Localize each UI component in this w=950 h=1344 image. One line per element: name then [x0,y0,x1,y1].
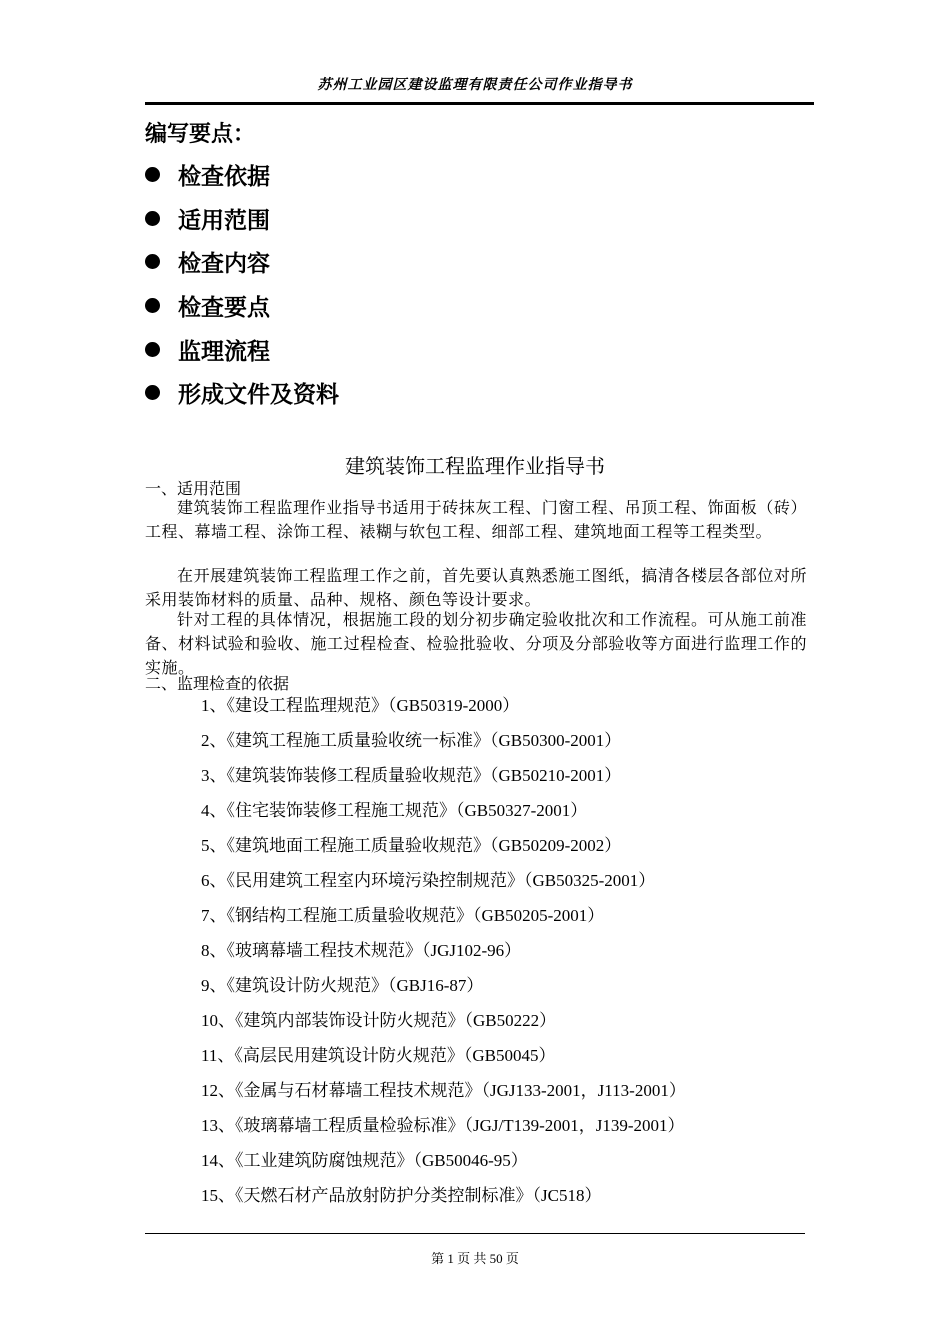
bullet-icon [145,342,160,357]
standard-item: 6、《民用建筑工程室内环境污染控制规范》（GB50325-2001） [201,871,656,890]
page-header: 苏州工业园区建设监理有限责任公司作业指导书 [317,77,633,93]
section-heading-basis: 二、监理检查的依据 [145,674,290,693]
key-point-label: 检查要点 [178,295,270,322]
key-point-label: 形成文件及资料 [178,382,339,409]
paragraph: 建筑装饰工程监理作业指导书适用于砖抹灰工程、门窗工程、吊顶工程、饰面板（砖）工程、幕墙工程、涂饰工程、裱糊与软包工程、细部工程、建筑地面工程等工程类型。 [145,498,807,541]
standard-item: 12、《金属与石材幕墙工程技术规范》（JGJ133-2001，J113-2001） [201,1081,686,1100]
key-point-item [145,284,339,328]
header-divider [145,102,814,105]
key-point-label: 适用范围 [178,207,270,234]
bullet-icon [145,385,160,400]
key-point-item [145,240,339,284]
key-point-label: 检查内容 [178,251,270,278]
document-title: 建筑装饰工程监理作业指导书 [345,454,605,478]
standard-item: 13、《玻璃幕墙工程质量检验标准》（JGJ/T139-2001，J139-2001） [201,1116,685,1135]
key-point-item [145,197,339,241]
standards-list [201,688,686,1213]
section-heading-scope: 一、适用范围 [145,479,242,498]
key-point-item [145,327,339,371]
key-points-list [145,153,339,415]
paragraph: 在开展建筑装饰工程监理工作之前，首先要认真熟悉施工图纸，搞清各楼层各部位对所采用装饰材料的质量、品种、规格、颜色等设计要求。 [145,566,807,609]
key-points-title: 编写要点： [145,122,256,147]
standard-item: 8、《玻璃幕墙工程技术规范》（JGJ102-96） [201,941,522,960]
bullet-icon [145,298,160,313]
key-point-item [145,153,339,197]
key-point-label: 监理流程 [178,338,270,365]
standard-item: 11、《高层民用建筑设计防火规范》（GB50045） [201,1046,556,1065]
bullet-icon [145,211,160,226]
page-number: 第 1 页 共 50 页 [431,1251,519,1266]
footer-divider [145,1233,805,1234]
standard-item: 14、《工业建筑防腐蚀规范》（GB50046-95） [201,1151,528,1170]
standard-item: 1、《建设工程监理规范》（GB50319-2000） [201,696,520,715]
standard-item: 10、《建筑内部装饰设计防火规范》（GB50222） [201,1011,557,1030]
standard-item: 5、《建筑地面工程施工质量验收规范》（GB50209-2002） [201,836,622,855]
standard-item: 3、《建筑装饰装修工程质量验收规范》（GB50210-2001） [201,766,622,785]
paragraph: 针对工程的具体情况，根据施工段的划分初步确定验收批次和工作流程。可从施工前准备、材料试验和验收、施工过程检查、检验批验收、分项及分部验收等方面进行监理工作的实施。 [145,610,807,677]
standard-item: 2、《建筑工程施工质量验收统一标准》（GB50300-2001） [201,731,622,750]
standard-item: 15、《天燃石材产品放射防护分类控制标准》（JC518） [201,1186,602,1205]
key-point-label: 检查依据 [178,164,270,191]
key-point-item [145,371,339,415]
standard-item: 7、《钢结构工程施工质量验收规范》（GB50205-2001） [201,906,605,925]
standard-item: 9、《建筑设计防火规范》（GBJ16-87） [201,976,484,995]
bullet-icon [145,254,160,269]
standard-item: 4、《住宅装饰装修工程施工规范》（GB50327-2001） [201,801,588,820]
bullet-icon [145,167,160,182]
